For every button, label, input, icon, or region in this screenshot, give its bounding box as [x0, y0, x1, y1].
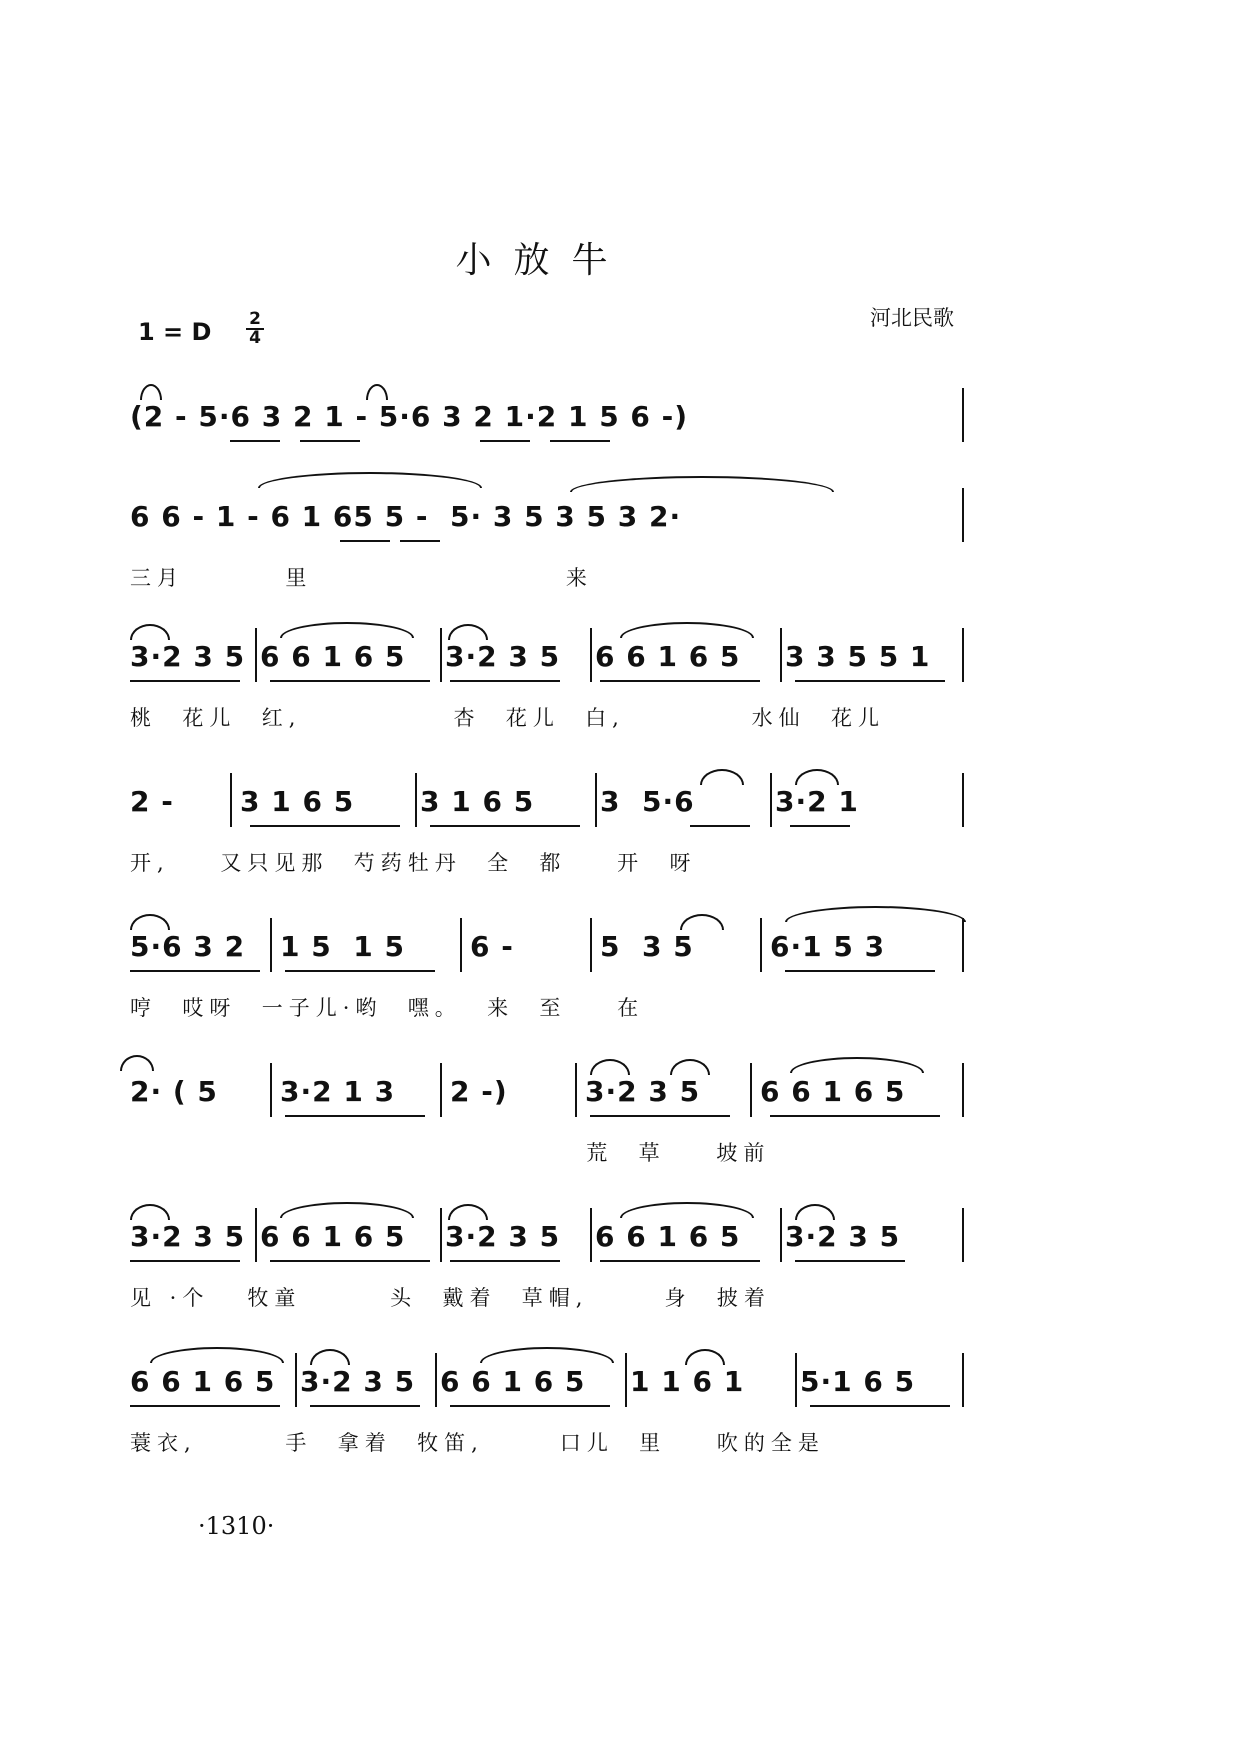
lyrics-text: 见 ·个 牧童 头 戴着 草帽, 身 披着 [130, 1286, 771, 1310]
lyrics-text: 荒 草 坡前 [130, 1141, 771, 1165]
notes-segment: 6 6 1 6 5 [260, 1220, 406, 1253]
barline [962, 1353, 964, 1407]
underline [310, 1405, 420, 1407]
barline [750, 1063, 752, 1117]
time-signature [246, 311, 264, 347]
fermata [366, 384, 388, 400]
barline [575, 1063, 577, 1117]
notes-segment: 3 3 5 5 1 [785, 640, 931, 673]
time-signature-numerator: 2 [246, 311, 264, 330]
slur [280, 622, 414, 638]
lyrics-line [130, 1137, 770, 1167]
slur [130, 1204, 170, 1220]
barline [255, 628, 257, 682]
lyrics-text: 开, 又只见那 芍药牡丹 全 都 开 呀 [130, 851, 697, 875]
slur [448, 1204, 488, 1220]
notes-segment: 5 3 5 [600, 930, 694, 963]
slur [130, 914, 170, 930]
notes-segment: 1 1 6 1 [630, 1365, 745, 1398]
notes-segment: 6 6 1 6 5 [595, 640, 741, 673]
barline [270, 918, 272, 972]
lyrics-line [130, 847, 696, 877]
notes-segment: 3·2 3 5 [445, 1220, 561, 1253]
barline [760, 918, 762, 972]
barline [795, 1353, 797, 1407]
underline [270, 1260, 430, 1262]
slur [590, 1059, 630, 1075]
underline [450, 1260, 560, 1262]
notes-segment: 1 - 6 1 65 5 - 5· 3 5 3 5 3 2· [215, 500, 682, 533]
slur [700, 769, 744, 785]
notes-segment: 1 5 1 5 [280, 930, 405, 963]
notes-segment: 6 6 1 6 5 [130, 1365, 276, 1398]
notes-segment: 6 6 - [130, 500, 216, 533]
barline [590, 918, 592, 972]
notes-segment: 2· ( 5 [130, 1075, 218, 1108]
notes-segment: 6 - [470, 930, 514, 963]
notes-segment: 3·2 1 3 [280, 1075, 396, 1108]
notes-segment: 6 6 1 6 5 [440, 1365, 586, 1398]
underline [600, 1260, 760, 1262]
barline [780, 628, 782, 682]
underline [690, 825, 750, 827]
underline [450, 1405, 610, 1407]
notes-line [130, 1075, 905, 1111]
notes-segment: 3·2 1 [775, 785, 859, 818]
barline [590, 628, 592, 682]
song-origin: 河北民歌 [870, 306, 954, 330]
underline [590, 1115, 730, 1117]
underline [130, 1405, 280, 1407]
underline [790, 825, 850, 827]
staff-system-8 [130, 1365, 970, 1475]
underline [810, 1405, 950, 1407]
staff-system-6 [130, 1075, 970, 1185]
underline [400, 540, 440, 542]
underline [340, 540, 390, 542]
lyrics-line [130, 1427, 825, 1457]
notes-segment: 3 1 6 5 [240, 785, 355, 818]
lyrics-line [130, 1282, 771, 1312]
notes-segment: 3·2 3 5 [785, 1220, 901, 1253]
slur [685, 1349, 725, 1365]
lyrics-line [130, 702, 885, 732]
staff-system-4 [130, 785, 970, 895]
underline [250, 825, 400, 827]
barline [460, 918, 462, 972]
notes-segment: 6 6 1 6 5 [260, 640, 406, 673]
key-signature: 1 = D [138, 318, 212, 346]
underline [550, 440, 610, 442]
lyrics-line [130, 992, 644, 1022]
barline [962, 488, 964, 542]
tie [120, 1055, 154, 1071]
barline [435, 1353, 437, 1407]
barline [230, 773, 232, 827]
notes-segment: 3 5·6 [600, 785, 695, 818]
notes-segment: 6·1 5 3 [770, 930, 886, 963]
underline [130, 970, 260, 972]
notes-line [130, 785, 859, 821]
notes-segment: 3·2 3 5 [130, 640, 246, 673]
notes-line [130, 1220, 900, 1256]
barline [415, 773, 417, 827]
fermata [140, 384, 162, 400]
slur [620, 1202, 754, 1218]
notes-line [130, 400, 688, 436]
underline [285, 1115, 425, 1117]
notes-segment: 3 1 6 5 [420, 785, 535, 818]
notes-line [130, 1365, 915, 1401]
barline [962, 918, 964, 972]
notes-line [130, 500, 681, 536]
barline [962, 1063, 964, 1117]
barline [440, 628, 442, 682]
underline [300, 440, 360, 442]
underline [480, 440, 530, 442]
underline [795, 1260, 905, 1262]
underline [430, 825, 580, 827]
underline [130, 680, 240, 682]
barline [962, 628, 964, 682]
barline [590, 1208, 592, 1262]
slur [790, 1057, 924, 1073]
slur [795, 769, 839, 785]
underline [230, 440, 280, 442]
barline [295, 1353, 297, 1407]
underline [270, 680, 430, 682]
notes-segment: 6 6 1 6 5 [760, 1075, 906, 1108]
underline [130, 1260, 240, 1262]
notes-line [130, 640, 930, 676]
underline [770, 1115, 940, 1117]
barline [962, 773, 964, 827]
notes-segment: 2 -) [450, 1075, 508, 1108]
notes-segment: 5·6 3 2 [130, 930, 246, 963]
barline [962, 1208, 964, 1262]
barline [625, 1353, 627, 1407]
barline [270, 1063, 272, 1117]
slur [795, 1204, 835, 1220]
song-title: 小放牛 [455, 240, 630, 281]
underline [785, 970, 935, 972]
staff-system-2 [130, 500, 970, 610]
notes-segment: (2 - 5·6 3 2 1 - 5·6 3 2 1·2 1 5 6 -) [130, 400, 689, 433]
barline [255, 1208, 257, 1262]
notes-line [130, 930, 885, 966]
notes-segment: 3·2 3 5 [585, 1075, 701, 1108]
slur [448, 624, 488, 640]
tie [785, 906, 966, 922]
slur [150, 1347, 284, 1363]
page-number: ·1310· [198, 1512, 275, 1540]
staff-system-1 [130, 400, 970, 510]
slur [620, 622, 754, 638]
barline [440, 1063, 442, 1117]
slur [280, 1202, 414, 1218]
lyrics-text: 三月 里 来 [130, 566, 593, 590]
lyrics-text: 哼 哎呀 一子儿·哟 嘿。 来 至 在 [130, 996, 645, 1020]
notes-segment: 6 6 1 6 5 [595, 1220, 741, 1253]
notes-segment: 3·2 3 5 [445, 640, 561, 673]
lyrics-text: 蓑衣, 手 拿着 牧笛, 口儿 里 吹的全是 [130, 1431, 825, 1455]
underline [600, 680, 760, 682]
notes-segment: 5·1 6 5 [800, 1365, 916, 1398]
notes-segment: 3·2 3 5 [300, 1365, 416, 1398]
slur [670, 1059, 710, 1075]
staff-system-7 [130, 1220, 970, 1330]
notes-segment: 2 - [130, 785, 174, 818]
underline [450, 680, 560, 682]
staff-system-5 [130, 930, 970, 1040]
time-signature-denominator: 4 [249, 328, 261, 348]
staff-system-3 [130, 640, 970, 750]
lyrics-text: 桃 花儿 红, 杏 花儿 白, 水仙 花儿 [130, 706, 885, 730]
slur [680, 914, 724, 930]
slur [130, 624, 170, 640]
lyrics-line [130, 562, 593, 592]
barline [780, 1208, 782, 1262]
notes-segment: 3·2 3 5 [130, 1220, 246, 1253]
barline [595, 773, 597, 827]
barline [962, 388, 964, 442]
barline [440, 1208, 442, 1262]
slur [480, 1347, 614, 1363]
underline [285, 970, 435, 972]
barline [770, 773, 772, 827]
slur [310, 1349, 350, 1365]
underline [795, 680, 945, 682]
